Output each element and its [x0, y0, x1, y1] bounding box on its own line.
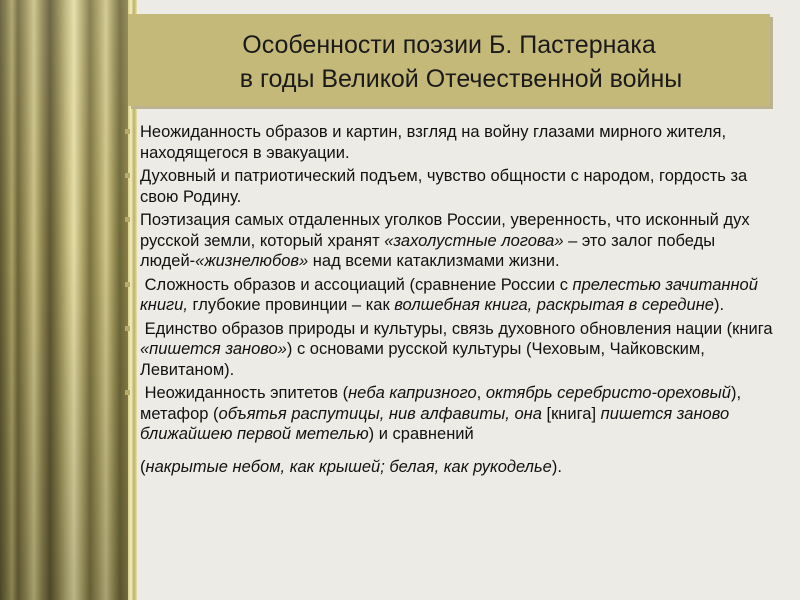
text-segment: «захолустные логова» — [384, 231, 564, 250]
bullet-icon — [125, 390, 130, 395]
list-item — [122, 122, 782, 163]
text-segment: Неожиданность образов и картин, взгляд на войну глазами мирного жителя, находящегося в эвакуации. — [140, 123, 731, 162]
text-segment: объятья распутицы, нив алфавиты, она — [218, 404, 542, 423]
list-item — [122, 275, 782, 316]
text-segment: над всеми катаклизмами жизни. — [308, 252, 560, 270]
text-segment: октябрь серебристо-ореховый — [485, 384, 731, 402]
text-segment: Единство образов природы и культуры, связь духовного обновления нации (книга — [140, 319, 778, 338]
list-item-text — [140, 275, 782, 316]
text-segment: «пишется заново» — [140, 340, 287, 358]
text-segment: Поэтизация самых отдаленных уголков России, уверенность, что исконный дух русской земли, который хранят — [140, 211, 755, 250]
text-segment: ). — [713, 296, 725, 314]
list-item — [122, 210, 782, 272]
text-segment: волшебная книга, раскрытая в середине — [394, 296, 714, 314]
decorative-curtain — [0, 0, 128, 600]
bullet-list — [122, 122, 782, 480]
text-segment: ) и сравнений — [368, 425, 474, 443]
text-segment: прелестью зачитанной книги, — [140, 275, 763, 314]
text-segment: ). — [551, 457, 562, 476]
page-title-line-2: в годы Великой Отечественной войны — [239, 65, 683, 93]
list-item-text — [140, 166, 782, 207]
bullet-icon — [125, 129, 130, 134]
list-item-text — [140, 122, 782, 163]
text-segment: «жизнелюбов» — [195, 252, 309, 270]
list-item-text-continued — [140, 457, 782, 478]
list-item-text — [140, 319, 782, 381]
text-segment: ), метафор ( — [140, 384, 746, 423]
text-segment: , — [476, 384, 486, 402]
text-segment: [книга] — [541, 404, 601, 423]
text-segment: Духовный и патриотический подъем, чувство общности с народом, гордость за свою Родину. — [140, 167, 752, 206]
bullet-icon — [125, 173, 130, 178]
list-item — [122, 319, 782, 381]
text-segment: накрытые небом, как крышей; белая, как рукоделье — [145, 457, 552, 476]
text-segment: пишется заново ближайшею первой метелью — [140, 404, 734, 443]
bullet-icon — [125, 282, 130, 287]
list-item-text — [140, 210, 782, 272]
text-segment: – это залог победы людей- — [140, 231, 720, 270]
text-segment: неба капризного — [348, 384, 477, 402]
text-segment: ( — [140, 457, 146, 476]
text-segment: ) с основами русской культуры (Чеховым, Чайковским, Левитаном). — [140, 340, 710, 379]
list-item — [122, 383, 782, 477]
text-segment: Сложность образов и ассоциаций (сравнение России с — [140, 275, 573, 294]
text-segment: глубокие провинции – как — [187, 296, 395, 314]
list-item — [122, 166, 782, 207]
text-segment: Неожиданность эпитетов ( — [140, 384, 349, 402]
bullet-icon — [125, 217, 130, 222]
bullet-icon — [125, 326, 130, 331]
page-title-line-1: Особенности поэзии Б. Пастернака — [242, 31, 656, 59]
title-box — [128, 14, 770, 106]
list-item-text — [140, 383, 782, 445]
